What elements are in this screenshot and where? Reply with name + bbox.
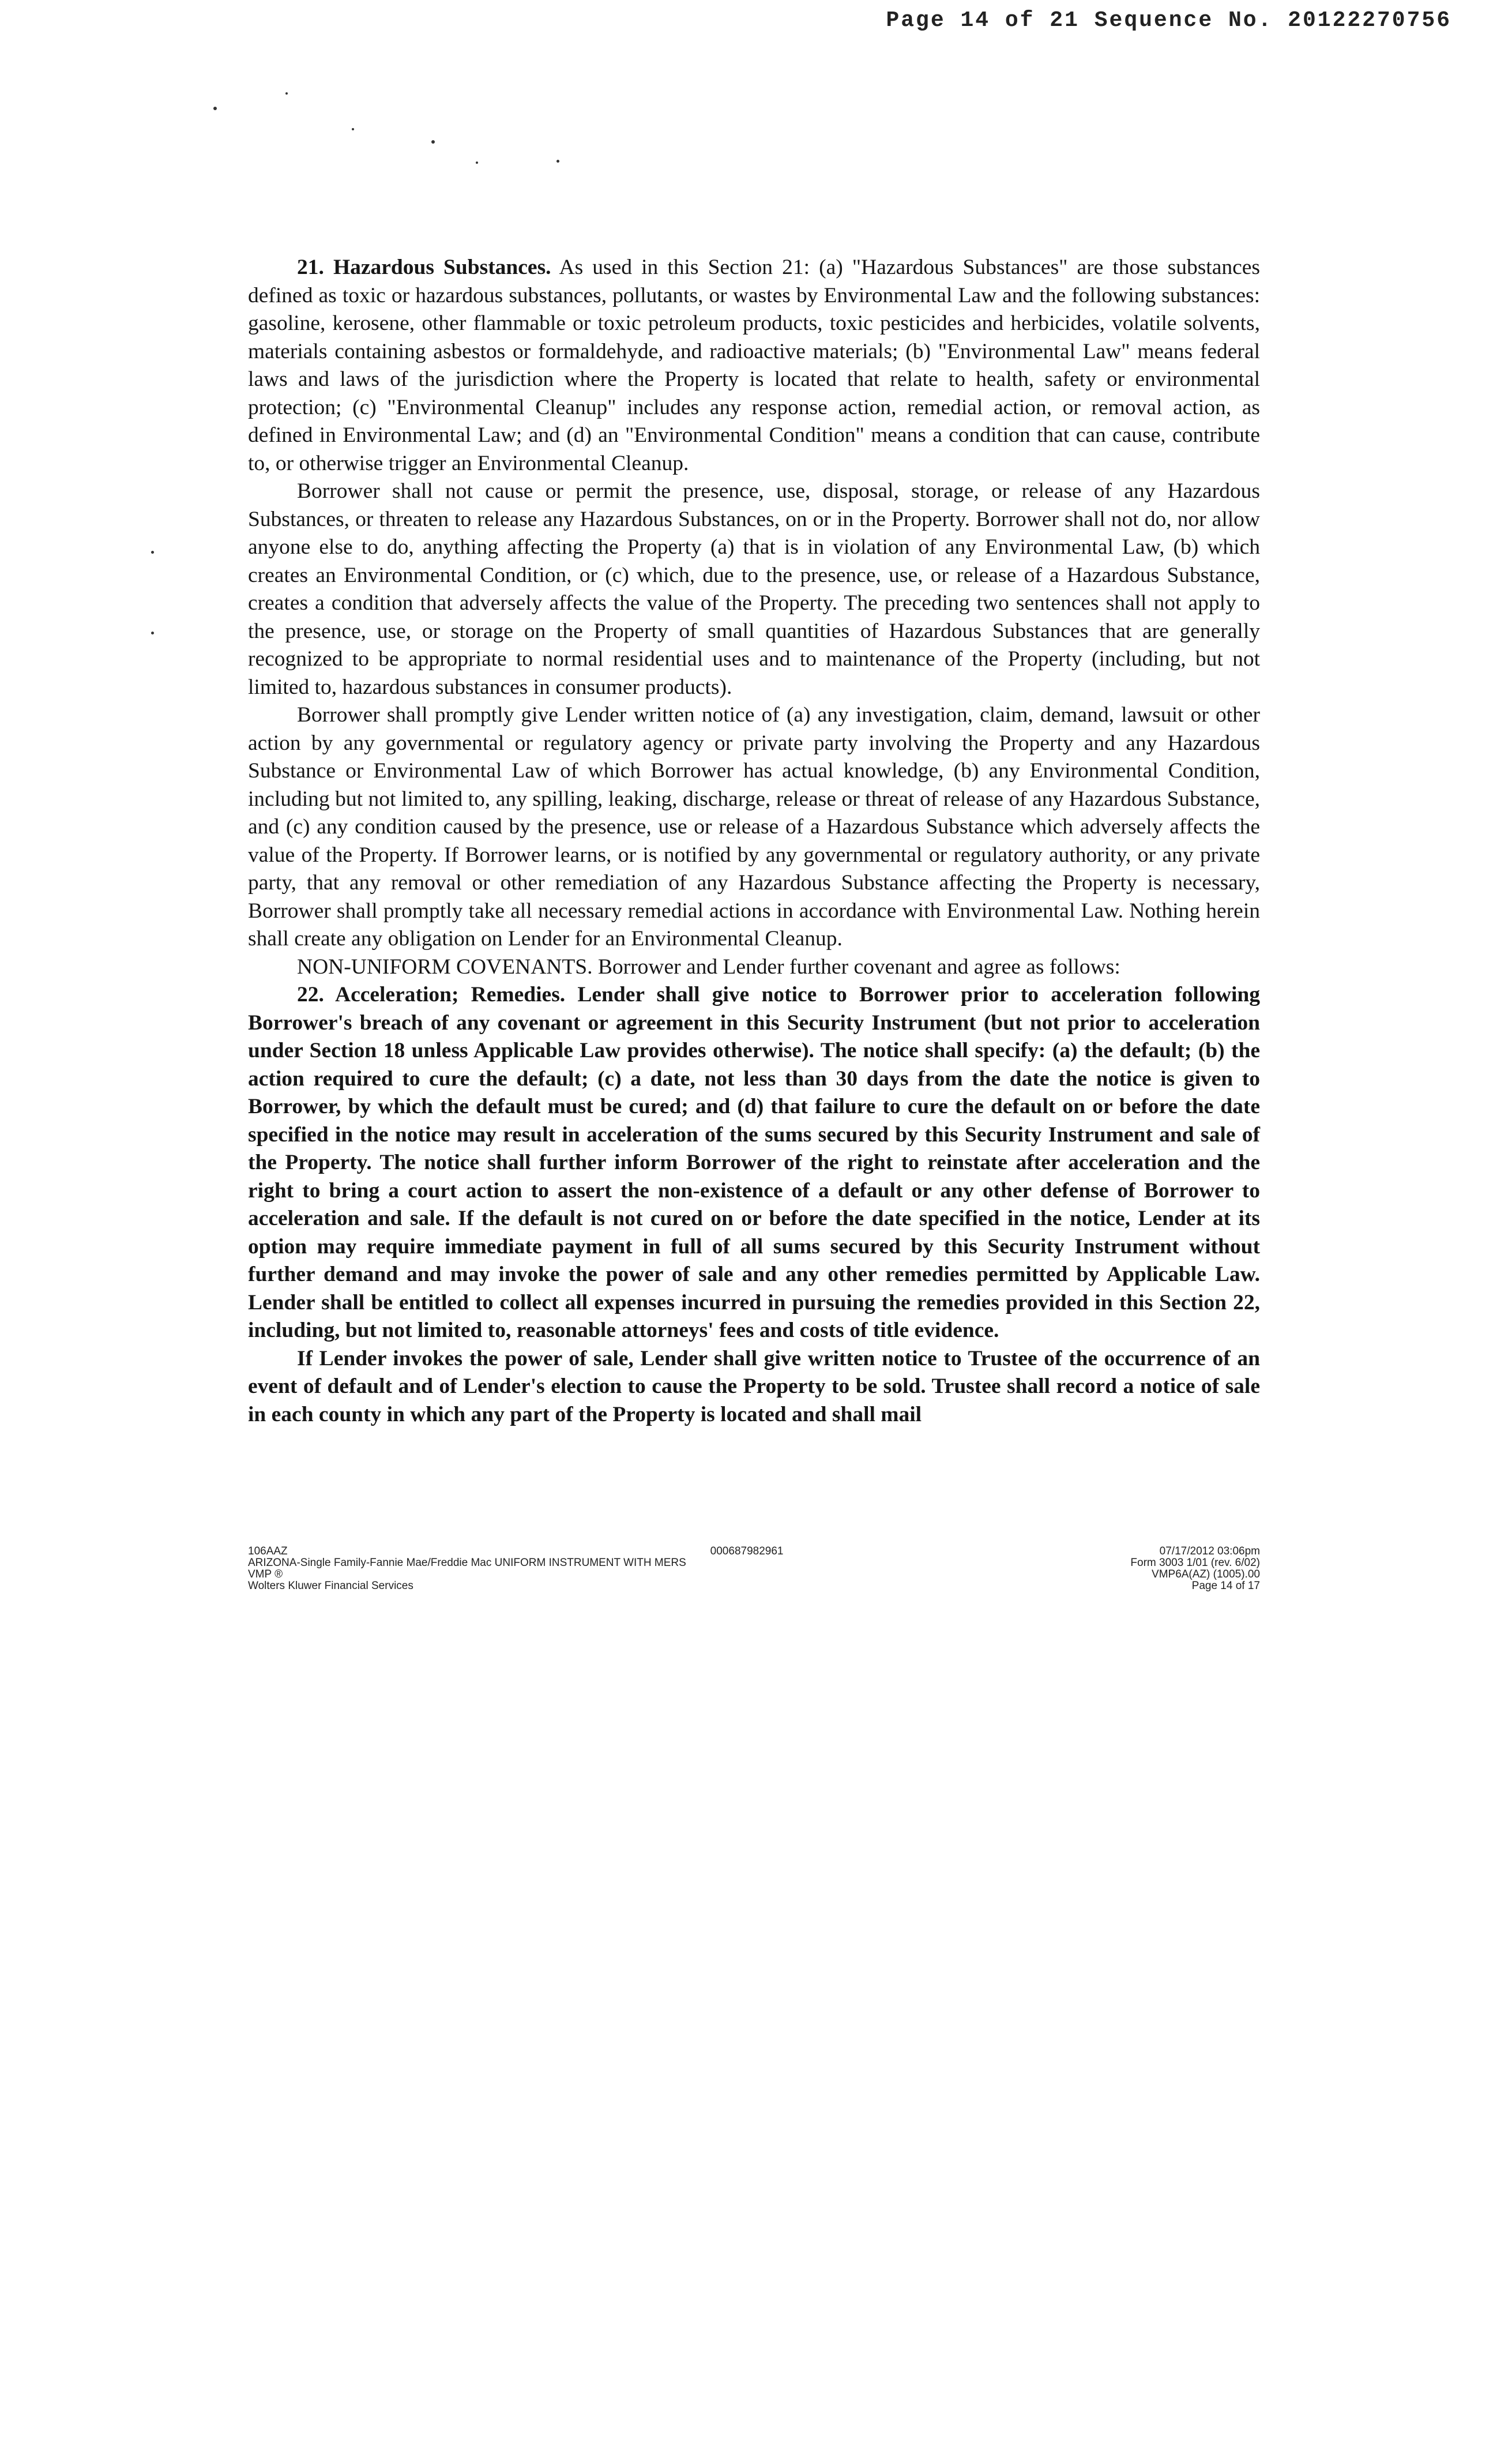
scan-speck [213,107,217,110]
footer-page: Page 14 of 17 [1191,1580,1260,1592]
section-21-text: As used in this Section 21: (a) "Hazardous Substances" are those substances defined as toxic or hazardous substances, pollutants, or wastes by Environmental Law and the following substances: gasoline, kerosene, other flammable or toxic petroleum products, toxic pesticides and herbicides, volatile solvents, materials containing asbestos or formaldehyde, and radioactive materials; (b) "Environmental Law" means federal laws and laws of the jurisdiction where the Property is located that relate to health, safety or environmental protection; (c) "Environmental Cleanup" includes any response action, remedial action, or removal action, as defined in Environmental Law; and (d) an "Environmental Condition" means a condition that can cause, contribute to, or otherwise trigger an Environmental Cleanup. [248,256,1260,475]
document-body [248,254,1260,1429]
scan-speck [352,128,354,130]
footer-publisher: Wolters Kluwer Financial Services [248,1580,413,1592]
footer-code: 106AAZ [248,1545,288,1557]
footer-loan-number: 000687982961 [710,1545,784,1557]
section-21-paragraph-1 [248,254,1260,478]
section-22-paragraph-1: 22. Acceleration; Remedies. Lender shall give notice to Borrower prior to acceleration following Borrower's breach of any covenant or agreement in this Security Instrument (but not prior to acceleration under Section 18 unless Applicable Law provides otherwise). The notice shall specify: (a) the default; (b) the action required to cure the default; (c) a date, not less than 30 days from the date the notice is given to Borrower, by which the default must be cured; and (d) that failure to cure the default on or before the date specified in the notice may result in acceleration of the sums secured by this Security Instrument and sale of the Property. The notice shall further inform Borrower of the right to reinstate after acceleration and the right to bring a court action to assert the non-existence of a default or any other defense of Borrower to acceleration and sale. If the default is not cured on or before the date specified in the notice, Lender at its option may require immediate payment in full of all sums secured by this Security Instrument without further demand and may invoke the power of sale and any other remedies permitted by Applicable Law. Lender shall be entitled to collect all expenses incurred in pursuing the remedies provided in this Section 22, including, but not limited to, reasonable attorneys' fees and costs of title evidence. [248,983,1260,1342]
footer-datetime: 07/17/2012 03:06pm [1159,1545,1260,1557]
footer-form-title: ARIZONA-Single Family-Fannie Mae/Freddie Mac UNIFORM INSTRUMENT WITH MERS [248,1557,686,1569]
footer-center [710,1546,784,1592]
page-sequence-header: Page 14 of 21 Sequence No. 20122270756 [886,8,1451,33]
scan-speck [431,140,435,144]
non-uniform-covenants: NON-UNIFORM COVENANTS. Borrower and Lender further covenant and agree as follows: [297,955,1120,979]
scan-speck [476,161,478,164]
footer-left [248,1546,686,1592]
section-21-paragraph-3: Borrower shall promptly give Lender written notice of (a) any investigation, claim, demand, lawsuit or other action by any governmental or regulatory agency or private party involving the Property and any Hazardous Substance or Environmental Law of which Borrower has actual knowledge, (b) any Environmental Condition, including but not limited to, any spilling, leaking, discharge, release or threat of release of any Hazardous Substance, and (c) any condition caused by the presence, use or release of a Hazardous Substance which adversely affects the value of the Property. If Borrower learns, or is notified by any governmental or regulatory authority, or any private party, that any removal or other remediation of any Hazardous Substance affecting the Property is necessary, Borrower shall promptly take all necessary remedial actions in accordance with Environmental Law. Nothing herein shall create any obligation on Lender for an Environmental Cleanup. [248,703,1260,951]
section-21-paragraph-2: Borrower shall not cause or permit the presence, use, disposal, storage, or release of any Hazardous Substances, or threaten to release any Hazardous Substances, on or in the Property. Borrower shall not do, nor allow anyone else to do, anything affecting the Property (a) that is in violation of any Environmental Law, (b) which creates an Environmental Condition, or (c) which, due to the presence, use, or release of a Hazardous Substance, creates a condition that adversely affects the value of the Property. The preceding two sentences shall not apply to the presence, use, or storage on the Property of small quantities of Hazardous Substances that are generally recognized to be appropriate to normal residential uses and to maintenance of the Property (including, but not limited to, hazardous substances in consumer products). [248,479,1260,699]
footer-vmp: VMP ® [248,1568,283,1580]
scan-speck [556,160,559,163]
scan-speck [151,551,154,554]
scan-speck [285,92,288,95]
footer-form-number: Form 3003 1/01 (rev. 6/02) [1130,1557,1260,1569]
document-footer [248,1546,1260,1592]
section-22-paragraph-2: If Lender invokes the power of sale, Lender shall give written notice to Trustee of the occurrence of an event of default and of Lender's election to cause the Property to be sold. Trustee shall record a notice of sale in each county in which any part of the Property is located and shall mail [248,1346,1260,1426]
section-21-title: Hazardous Substances. [333,256,551,279]
footer-vmp-code: VMP6A(AZ) (1005).00 [1152,1568,1260,1580]
section-21-number: 21. [297,256,324,279]
footer-right [1130,1546,1260,1592]
scan-speck [151,632,154,634]
